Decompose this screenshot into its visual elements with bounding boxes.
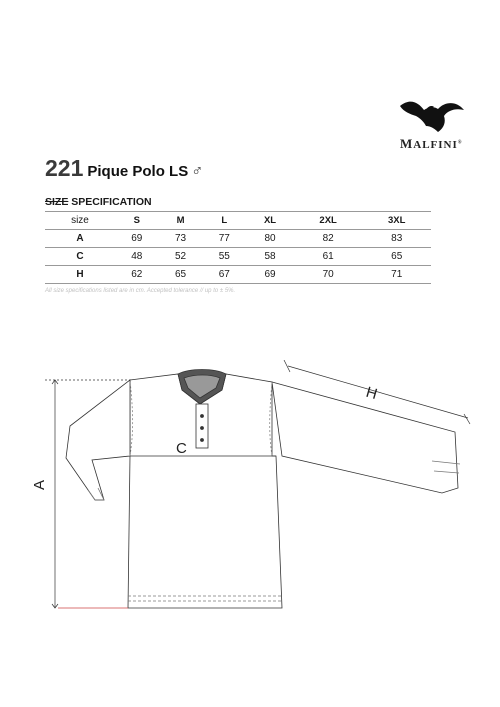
header-size: size <box>71 215 89 226</box>
table-cell: 58 <box>264 251 276 262</box>
brand-name: MALFINI® <box>400 136 463 151</box>
table-cell: 65 <box>391 251 403 262</box>
product-number: 221 <box>45 155 84 181</box>
header-s: S <box>133 215 140 226</box>
table-cell: 69 <box>131 233 143 244</box>
dimension-c-label: C <box>176 440 187 457</box>
table-cell: 70 <box>322 269 334 280</box>
header-m: M <box>176 215 185 226</box>
table-cell: 48 <box>131 251 143 262</box>
row-label: A <box>76 233 84 244</box>
table-cell: 82 <box>322 233 334 244</box>
table-row <box>45 266 431 284</box>
table-cell: 71 <box>391 269 403 280</box>
header-l: L <box>221 215 228 226</box>
product-title <box>45 155 203 182</box>
table-cell: 69 <box>264 269 276 280</box>
table-cell: 62 <box>131 269 143 280</box>
tolerance-note: All size specifications listed are in cm. Accepted tolerance // up to ± 5%. <box>45 288 236 294</box>
eagle-icon <box>398 96 466 136</box>
garment-diagram <box>0 360 500 620</box>
table-cell: 65 <box>174 269 187 280</box>
header-2xl: 2XL <box>319 215 337 226</box>
table-header-row <box>45 212 431 230</box>
table-cell: 52 <box>174 251 187 262</box>
row-label: H <box>76 269 84 280</box>
dimension-a-label: A <box>31 479 48 490</box>
table-cell: 83 <box>391 233 403 244</box>
table-row <box>45 248 431 266</box>
header-xl: XL <box>263 215 277 226</box>
product-name: Pique Polo LS <box>87 163 189 180</box>
row-label: C <box>76 251 84 262</box>
table-cell: 73 <box>174 233 187 244</box>
male-icon: ♂ <box>191 163 204 180</box>
header-3xl: 3XL <box>387 215 406 226</box>
table-cell: 80 <box>264 233 276 244</box>
table-cell: 61 <box>322 251 334 262</box>
dimension-h-label: H <box>364 383 380 404</box>
table-row <box>45 230 431 248</box>
table-cell: 77 <box>218 233 230 244</box>
table-cell: 55 <box>218 251 230 262</box>
spec-heading: SIZE SPECIFICATION <box>45 196 152 208</box>
size-table <box>45 211 431 284</box>
table-cell: 67 <box>218 269 230 280</box>
